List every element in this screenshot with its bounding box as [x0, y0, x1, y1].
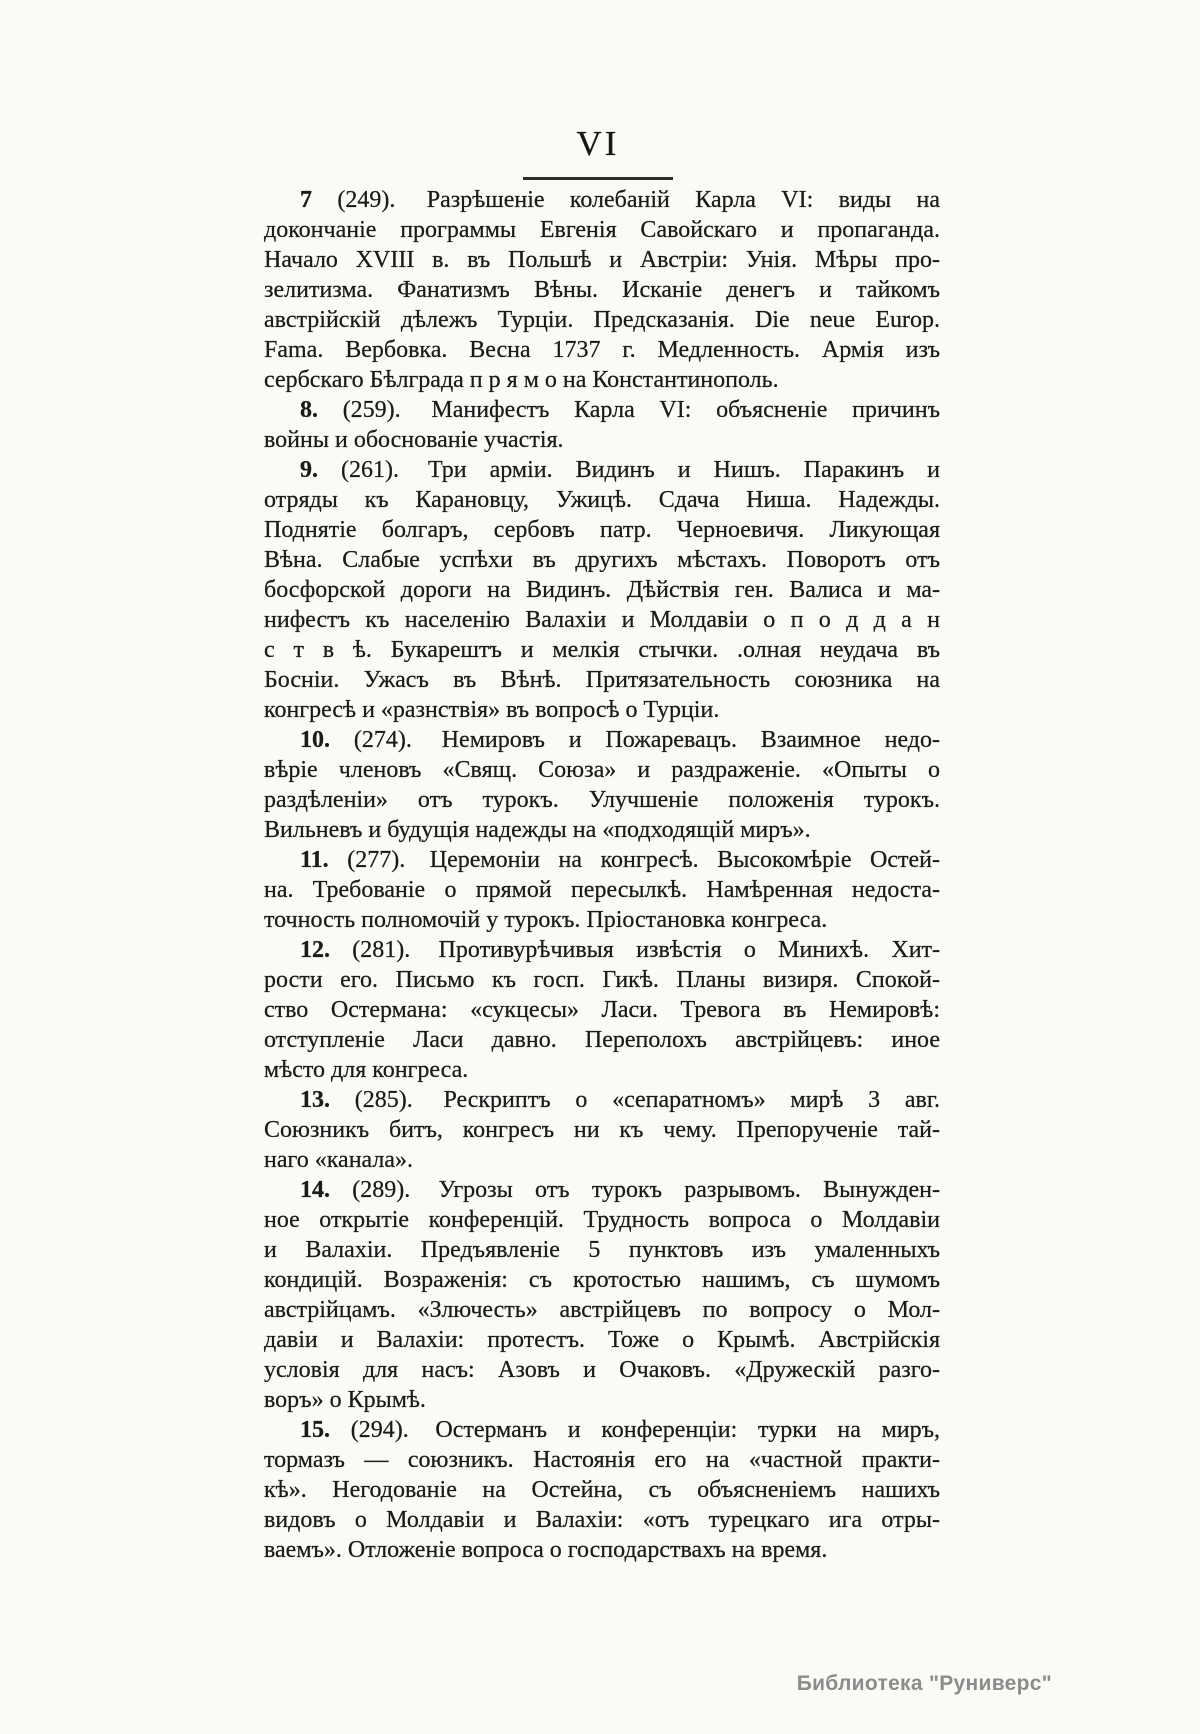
toc-line: рости его. Письмо къ госп. Гикѣ. Планы визиря. Спокой- — [264, 967, 940, 993]
toc-line: тормазъ — союзникъ. Настоянія его на «частной практи- — [264, 1447, 940, 1473]
toc-entry — [264, 395, 940, 455]
entry-page-ref: (261). — [341, 457, 399, 483]
toc-entry — [264, 935, 940, 1085]
toc-line: сербскаго Бѣлграда п р я м о на Константинополь. — [264, 367, 779, 393]
entry-page-ref: (285). — [354, 1087, 413, 1113]
entry-number: 15. — [300, 1417, 330, 1443]
toc-line: вѣріе членовъ «Свящ. Союза» и раздраженіе. «Опыты о — [264, 757, 940, 783]
toc-line: с т в ѣ. Букарештъ и мелкія стычки. .олная неудача въ — [264, 637, 940, 663]
entry-page-ref: (274). — [353, 727, 412, 753]
toc-line: Вѣна. Слабые успѣхи въ другихъ мѣстахъ. Поворотъ отъ — [264, 547, 940, 573]
toc-line: войны и обоснованіе участія. — [264, 427, 564, 453]
toc-line: и Валахіи. Предъявленіе 5 пунктовъ изъ умаленныхъ — [264, 1237, 940, 1263]
header-rule — [523, 177, 673, 180]
toc-line: отряды къ Карановцу, Ужицѣ. Сдача Ниша. Надежды. — [264, 487, 940, 513]
toc-line: австрійскій дѣлежъ Турціи. Предсказанія. Die neue Europ. — [264, 307, 940, 333]
toc-line: Начало XVIII в. въ Польшѣ и Австріи: Унія. Мѣры про- — [264, 247, 940, 273]
toc-line — [264, 185, 940, 215]
toc-line: кондицій. Возраженія: съ кротостью нашимъ, съ шумомъ — [264, 1267, 940, 1293]
page-number-roman: VI — [576, 124, 620, 163]
entry-number: 8. — [300, 397, 318, 423]
entry-number: 7 — [300, 187, 312, 213]
entry-page-ref: (249). — [337, 187, 396, 213]
toc-line: на. Требованіе о прямой пересылкѣ. Намѣренная недоста- — [264, 877, 940, 903]
toc-entry — [264, 725, 940, 845]
entry-page-ref: (281). — [352, 937, 411, 963]
toc-line: кѣ». Негодованіе на Остейна, съ объясненіемъ нашихъ — [264, 1477, 940, 1503]
toc-line — [264, 1415, 940, 1445]
toc-entry — [264, 1175, 940, 1415]
toc-line: давіи и Валахіи: протестъ. Тоже о Крымѣ. Австрійскія — [264, 1327, 940, 1353]
library-watermark: Библиотека "Руниверс" — [796, 1672, 1052, 1695]
toc-line — [264, 725, 940, 755]
toc-line: Союзникъ битъ, конгресъ ни къ чему. Препорученіе тай- — [264, 1117, 940, 1143]
toc-line: ное открытіе конференцій. Трудность вопроса о Молдавіи — [264, 1207, 940, 1233]
toc-line — [264, 395, 940, 425]
entry-number: 12. — [300, 937, 330, 963]
toc-line: воръ» о Крымѣ. — [264, 1387, 426, 1413]
entry-number: 9. — [300, 457, 318, 483]
toc-line: конгресѣ и «разнствія» въ вопросѣ о Турціи. — [264, 697, 720, 723]
toc-entry — [264, 845, 940, 935]
entry-text: Угрозы отъ турокъ разрывомъ. Вынужден- — [438, 1177, 941, 1203]
toc-line: условія для насъ: Азовъ и Очаковъ. «Дружескій разго- — [264, 1357, 940, 1383]
toc-entry — [264, 1085, 940, 1175]
toc-line — [264, 935, 940, 965]
toc-line: мѣсто для конгреса. — [264, 1057, 469, 1083]
toc-line — [264, 1175, 940, 1205]
entry-text: Рескриптъ о «сепаратномъ» мирѣ 3 авг. — [443, 1087, 941, 1113]
toc-line: Поднятіе болгаръ, сербовъ патр. Черноевичя. Ликующая — [264, 517, 940, 543]
entry-text: Манифестъ Карла VI: объясненіе причинъ — [431, 397, 940, 423]
entry-number: 11. — [300, 847, 329, 873]
entry-text: Остерманъ и конференціи: турки на миръ, — [435, 1417, 941, 1443]
entry-text: Церемоніи на конгресѣ. Высокомѣріе Остей- — [429, 847, 941, 873]
toc-line — [264, 845, 940, 875]
toc-line: босфорской дороги на Видинъ. Дѣйствія ген. Валиса и ма- — [264, 577, 940, 603]
toc-line: докончаніе программы Евгенія Савойскаго и пропаганда. — [264, 217, 940, 243]
toc-entry — [264, 455, 940, 725]
toc-entry — [264, 185, 940, 395]
entry-page-ref: (289). — [352, 1177, 411, 1203]
toc-line: Вильневъ и будущія надежды на «подходящій миръ». — [264, 817, 811, 843]
toc-line: видовъ о Молдавіи и Валахіи: «отъ турецкаго ига отры- — [264, 1507, 940, 1533]
entry-text: Разрѣшеніе колебаній Карла VI: виды на — [426, 187, 941, 213]
toc-line: Босніи. Ужасъ въ Вѣнѣ. Притязательность союзника на — [264, 667, 940, 693]
entry-text: Три арміи. Видинъ и Нишъ. Паракинъ и — [428, 457, 940, 483]
toc-line: точность полномочій у турокъ. Пріостановка конгреса. — [264, 907, 828, 933]
toc-line: нифестъ къ населенію Валахіи и Молдавіи о п о д д а н — [264, 607, 940, 633]
entry-text: Немировъ и Пожаревацъ. Взаимное недо- — [441, 727, 941, 753]
toc-line: зелитизма. Фанатизмъ Вѣны. Исканіе денегъ и тайкомъ — [264, 277, 940, 303]
entry-number: 10. — [300, 727, 330, 753]
toc-line: ство Остермана: «сукцесы» Ласи. Тревога въ Немировѣ: — [264, 997, 940, 1023]
entry-page-ref: (259). — [342, 397, 401, 423]
entry-page-ref: (294). — [350, 1417, 409, 1443]
toc-entries — [264, 185, 940, 1565]
toc-line: ваемъ». Отложеніе вопроса о господарствахъ на время. — [264, 1537, 828, 1563]
toc-line: Fama. Вербовка. Весна 1737 г. Медленность. Армія изъ — [264, 337, 940, 363]
toc-line: наго «канала». — [264, 1147, 414, 1173]
toc-line: отступленіе Ласи давно. Переполохъ австрійцевъ: иное — [264, 1027, 940, 1053]
entry-text: Противурѣчивыя извѣстія о Минихѣ. Хит- — [438, 937, 941, 963]
toc-line — [264, 455, 940, 485]
toc-line: раздѣленіи» отъ турокъ. Улучшеніе положенія турокъ. — [264, 787, 940, 813]
entry-page-ref: (277). — [347, 847, 406, 873]
entry-number: 13. — [300, 1087, 330, 1113]
toc-entry — [264, 1415, 940, 1565]
toc-line — [264, 1085, 940, 1115]
entry-number: 14. — [300, 1177, 330, 1203]
toc-line: австрійцамъ. «Злючесть» австрійцевъ по вопросу о Мол- — [264, 1297, 940, 1323]
